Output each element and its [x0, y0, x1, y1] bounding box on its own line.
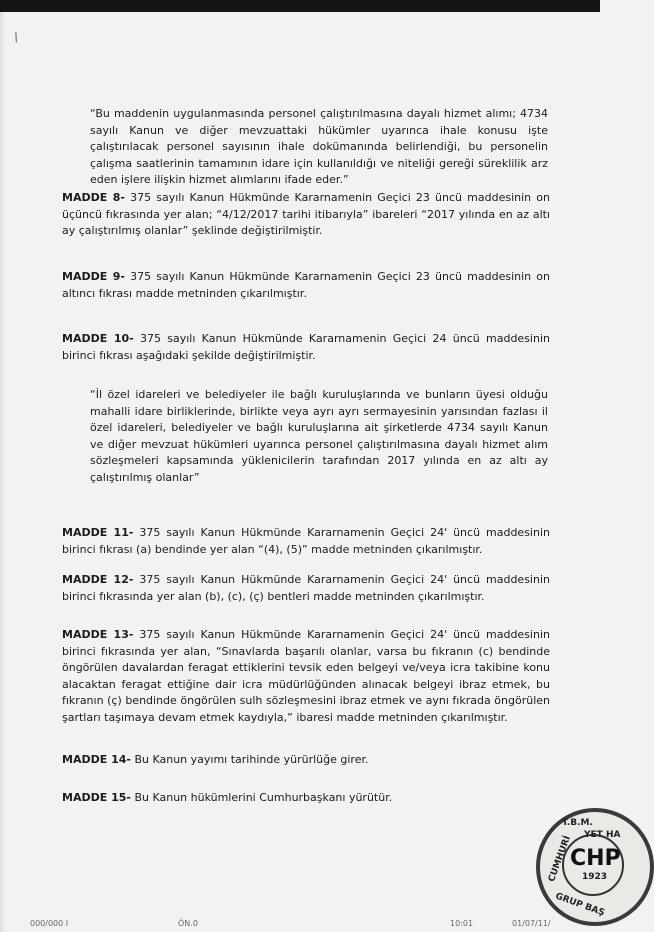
- stamp-logo: CHP: [570, 846, 621, 871]
- article-9: [62, 269, 550, 302]
- article-13: [62, 627, 550, 726]
- quote-paragraph-1: “Bu maddenin uygulanmasında personel çalıştırılmasına dayalı hizmet alımı; 4734 sayılı Kanun ve diğer mevzuattaki hükümler uyarınca ihale konusu işte çalıştırılacak personel sayısının ihale dokümanında belirlendiği, bu personelin çalışma saatlerinin tamamının idare için kullanıldığı ve niteliği gereği süreklilik arz eden işlere ilişkin hizmet alımlarını ifade eder.”: [90, 107, 548, 186]
- article-15: [62, 790, 550, 807]
- article-9-label: MADDE 9-: [62, 270, 125, 283]
- article-10: [62, 331, 550, 364]
- official-stamp: [536, 808, 654, 926]
- article-11: [62, 525, 550, 558]
- article-14: [62, 752, 550, 769]
- article-12: [62, 572, 550, 605]
- quote-paragraph-2: “İl özel idareleri ve belediyeler ile bağlı kuruluşlarında ve bunların üyesi olduğu mahalli idare birliklerinde, birlikte veya ayrı ayrı sermayesinin yarısından fazlası il özel idareleri, belediyeler ve bağlı kuruluşlarına ait şirketlerde 4734 sayılı Kanun ve diğer mevzuat hükümleri uyarınca personel çalıştırılmasına dayalı hizmet alım sözleşmeleri kapsamında yüklenicilerin tarafından 2017 yılında en az altı ay çalıştırılmış olanlar”: [90, 388, 548, 484]
- article-13-text: 375 sayılı Kanun Hükmünde Kararnamenin Geçici 24' üncü maddesinin birinci fıkrasında yer alan, “Sınavlarda başarılı olanlar, varsa bu fıkranın (c) bendinde öngörülen davalardan feragat ettiklerini tevsik eden belgeyi ve/veya icra takibine konu alacaktan feragat ettiğine dair icra müdürlüğünden alınacak belgeyi ibraz etmek, bu fıkranın (ç) bendinde öngörülen sulh sözleşmesini ibraz etmek ve aynı fıkrada öngörülen şartları taşımaya devam etmek kaydıyla,” ibaresi madde metninden çıkarılmıştır.: [62, 628, 550, 724]
- stamp-arc-text: YET HA: [584, 830, 621, 840]
- article-15-text: Bu Kanun hükümlerini Cumhurbaşkanı yürütür.: [130, 791, 393, 804]
- pen-mark: /: [11, 29, 21, 45]
- stamp-bottom-text: GRUP BAŞ: [553, 891, 606, 919]
- footer-time: 10:01: [450, 919, 474, 928]
- article-10-text: 375 sayılı Kanun Hükmünde Kararnamenin Geçici 24 üncü maddesinin birinci fıkrası aşağıdaki şekilde değiştirilmiştir.: [62, 332, 550, 362]
- article-8: [62, 190, 550, 240]
- article-12-label: MADDE 12-: [62, 573, 134, 586]
- article-14-label: MADDE 14-: [62, 753, 131, 766]
- article-11-label: MADDE 11-: [62, 526, 134, 539]
- article-10-label: MADDE 10-: [62, 332, 134, 345]
- article-13-label: MADDE 13-: [62, 628, 134, 641]
- footer-mid: ÖN.0: [178, 919, 198, 928]
- article-12-text: 375 sayılı Kanun Hükmünde Kararnamenin Geçici 24' üncü maddesinin birinci fıkrasında yer alan (b), (c), (ç) bentleri madde metninden çıkarılmıştır.: [62, 573, 550, 603]
- stamp-top-text: T.B.M.: [562, 818, 593, 828]
- article-11-text: 375 sayılı Kanun Hükmünde Kararnamenin Geçici 24' üncü maddesinin birinci fıkrası (a) bendinde yer alan “(4), (5)” madde metninden çıkarılmıştır.: [62, 526, 550, 556]
- stamp-year: 1923: [582, 872, 608, 882]
- article-8-label: MADDE 8-: [62, 191, 125, 204]
- article-9-text: 375 sayılı Kanun Hükmünde Kararnamenin Geçici 23 üncü maddesinin on altıncı fıkrası madde metninden çıkarılmıştır.: [62, 270, 550, 300]
- stamp-side-text: CUMHURİ: [547, 834, 573, 884]
- footer-left: 000/000 I: [30, 919, 69, 928]
- footer-date: 01/07/11/: [512, 919, 551, 928]
- article-14-text: Bu Kanun yayımı tarihinde yürürlüğe girer.: [130, 753, 369, 766]
- page-shadow-edge: [0, 12, 5, 932]
- fax-footer: [0, 920, 600, 932]
- top-dark-edge: [0, 0, 600, 12]
- article-8-text: 375 sayılı Kanun Hükmünde Kararnamenin Geçici 23 üncü maddesinin on üçüncü fıkrasında yer alan; “4/12/2017 tarihi itibarıyla” ibareleri “2017 yılında en az altı ay çalıştırılmış olanlar” şeklinde değiştirilmiştir.: [62, 191, 550, 237]
- article-15-label: MADDE 15-: [62, 791, 131, 804]
